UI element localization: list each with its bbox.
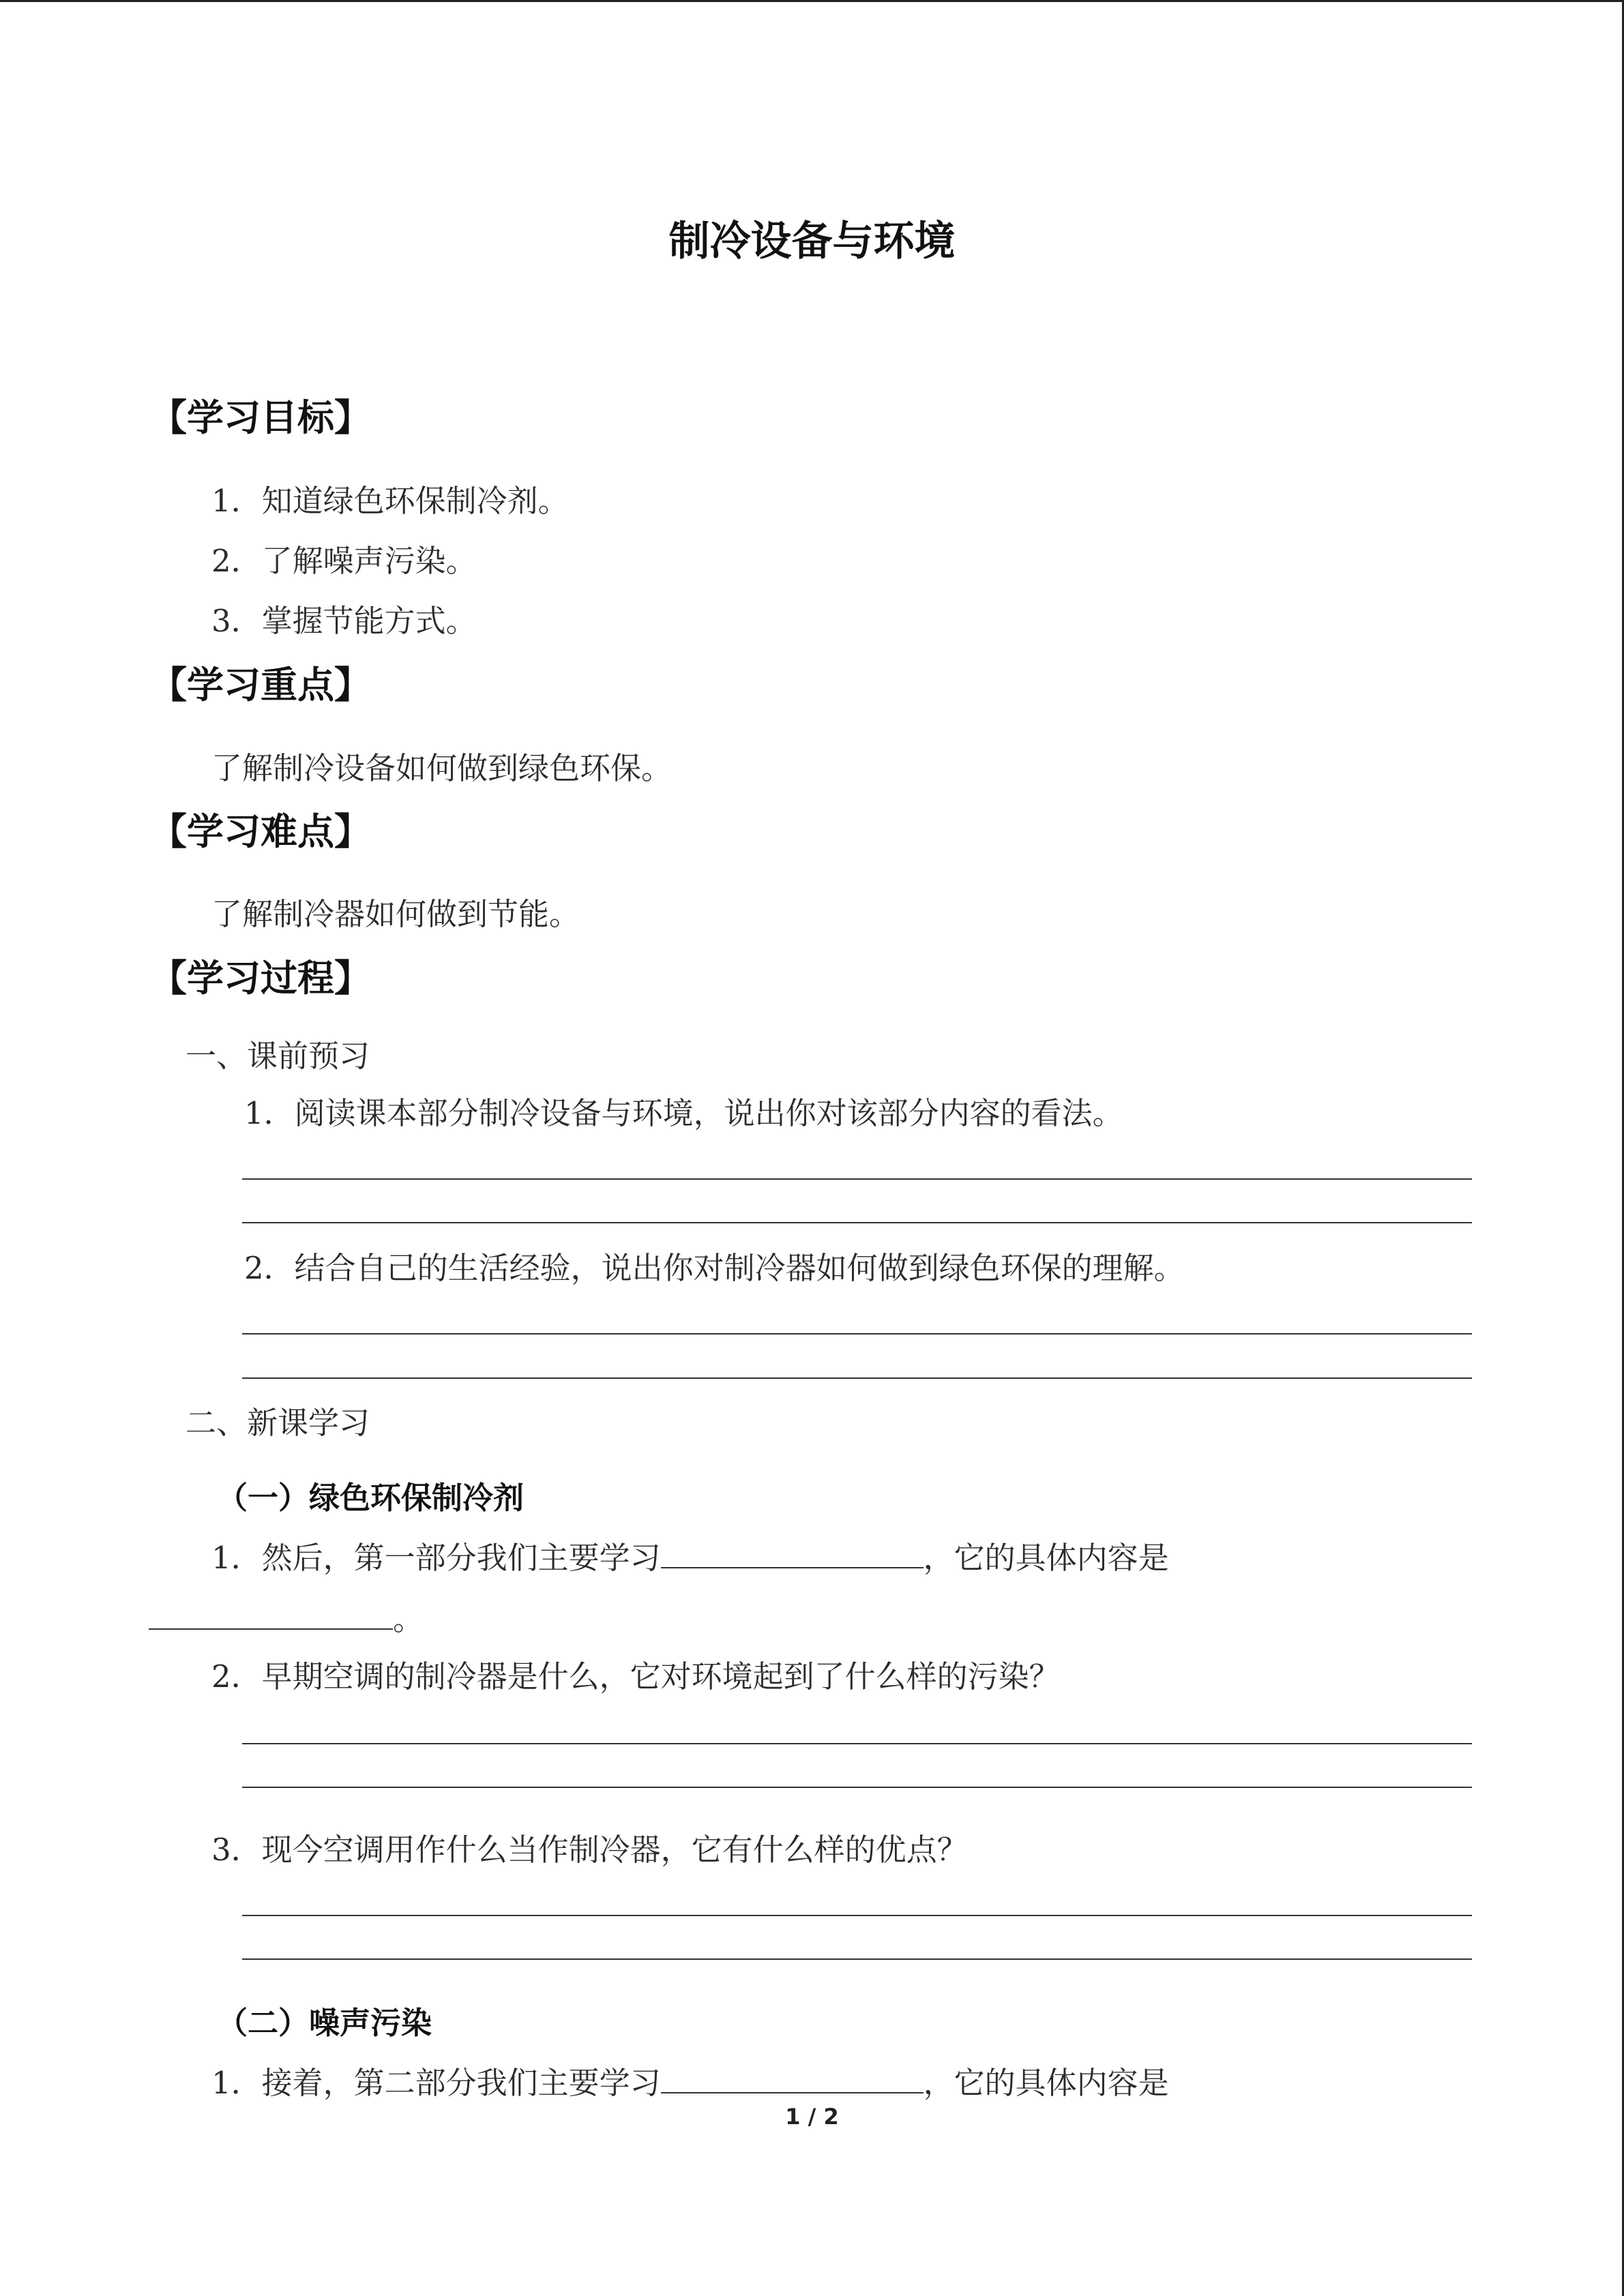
- part1-title: （一）绿色环保制冷剂: [217, 1480, 525, 1516]
- fill-blank[interactable]: [661, 2091, 924, 2093]
- part1-q1-suffix: ，它的具体内容是: [923, 1540, 1169, 1576]
- answer-line[interactable]: [242, 1377, 1472, 1379]
- part2-title: （二）噪声污染: [217, 2005, 432, 2041]
- part1-question-1: [211, 1533, 1169, 1577]
- part1-question-3: 3．现今空调用作什么当作制冷器，它有什么样的优点？: [211, 1832, 968, 1868]
- page-number: 1 / 2: [785, 2104, 839, 2130]
- preview-question-1: 1．阅读课本部分制冷设备与环境，说出你对该部分内容的看法。: [244, 1095, 1123, 1131]
- process-heading: 【学习过程】: [150, 957, 371, 1000]
- part2-q1-prefix: 1．接着，第二部分我们主要学习: [211, 2065, 661, 2101]
- objective-item: 1．知道绿色环保制冷剂。: [211, 483, 569, 519]
- fill-blank[interactable]: [149, 1628, 393, 1630]
- answer-line[interactable]: [242, 1178, 1472, 1180]
- objective-item: 2．了解噪声污染。: [211, 543, 477, 579]
- key-point-heading: 【学习重点】: [150, 664, 371, 706]
- difficulty-text: 了解制冷器如何做到节能。: [211, 896, 580, 932]
- part1-question-1-continued: [149, 1594, 424, 1639]
- fill-blank[interactable]: [661, 1566, 924, 1568]
- difficulty-heading: 【学习难点】: [150, 810, 371, 853]
- part1-q1-end: 。: [393, 1601, 424, 1637]
- objectives-heading: 【学习目标】: [150, 396, 371, 439]
- part2-q1-suffix: ，它的具体内容是: [923, 2065, 1169, 2101]
- part1-question-2: 2．早期空调的制冷器是什么，它对环境起到了什么样的污染？: [211, 1658, 1060, 1695]
- preview-label: 一、课前预习: [186, 1038, 370, 1074]
- answer-line[interactable]: [242, 1958, 1472, 1960]
- answer-line[interactable]: [242, 1333, 1472, 1335]
- answer-line[interactable]: [242, 1787, 1472, 1788]
- objective-item: 3．掌握节能方式。: [211, 603, 477, 639]
- part1-q1-prefix: 1．然后，第一部分我们主要学习: [211, 1540, 661, 1576]
- page-title: 制冷设备与环境: [668, 218, 956, 265]
- part2-question-1: [211, 2058, 1169, 2102]
- answer-line[interactable]: [242, 1915, 1472, 1916]
- new-lesson-label: 二、新课学习: [186, 1405, 370, 1441]
- preview-question-2: 2．结合自己的生活经验，说出你对制冷器如何做到绿色环保的理解。: [244, 1250, 1185, 1286]
- answer-line[interactable]: [242, 1743, 1472, 1744]
- key-point-text: 了解制冷设备如何做到绿色环保。: [211, 750, 673, 786]
- answer-line[interactable]: [242, 1222, 1472, 1223]
